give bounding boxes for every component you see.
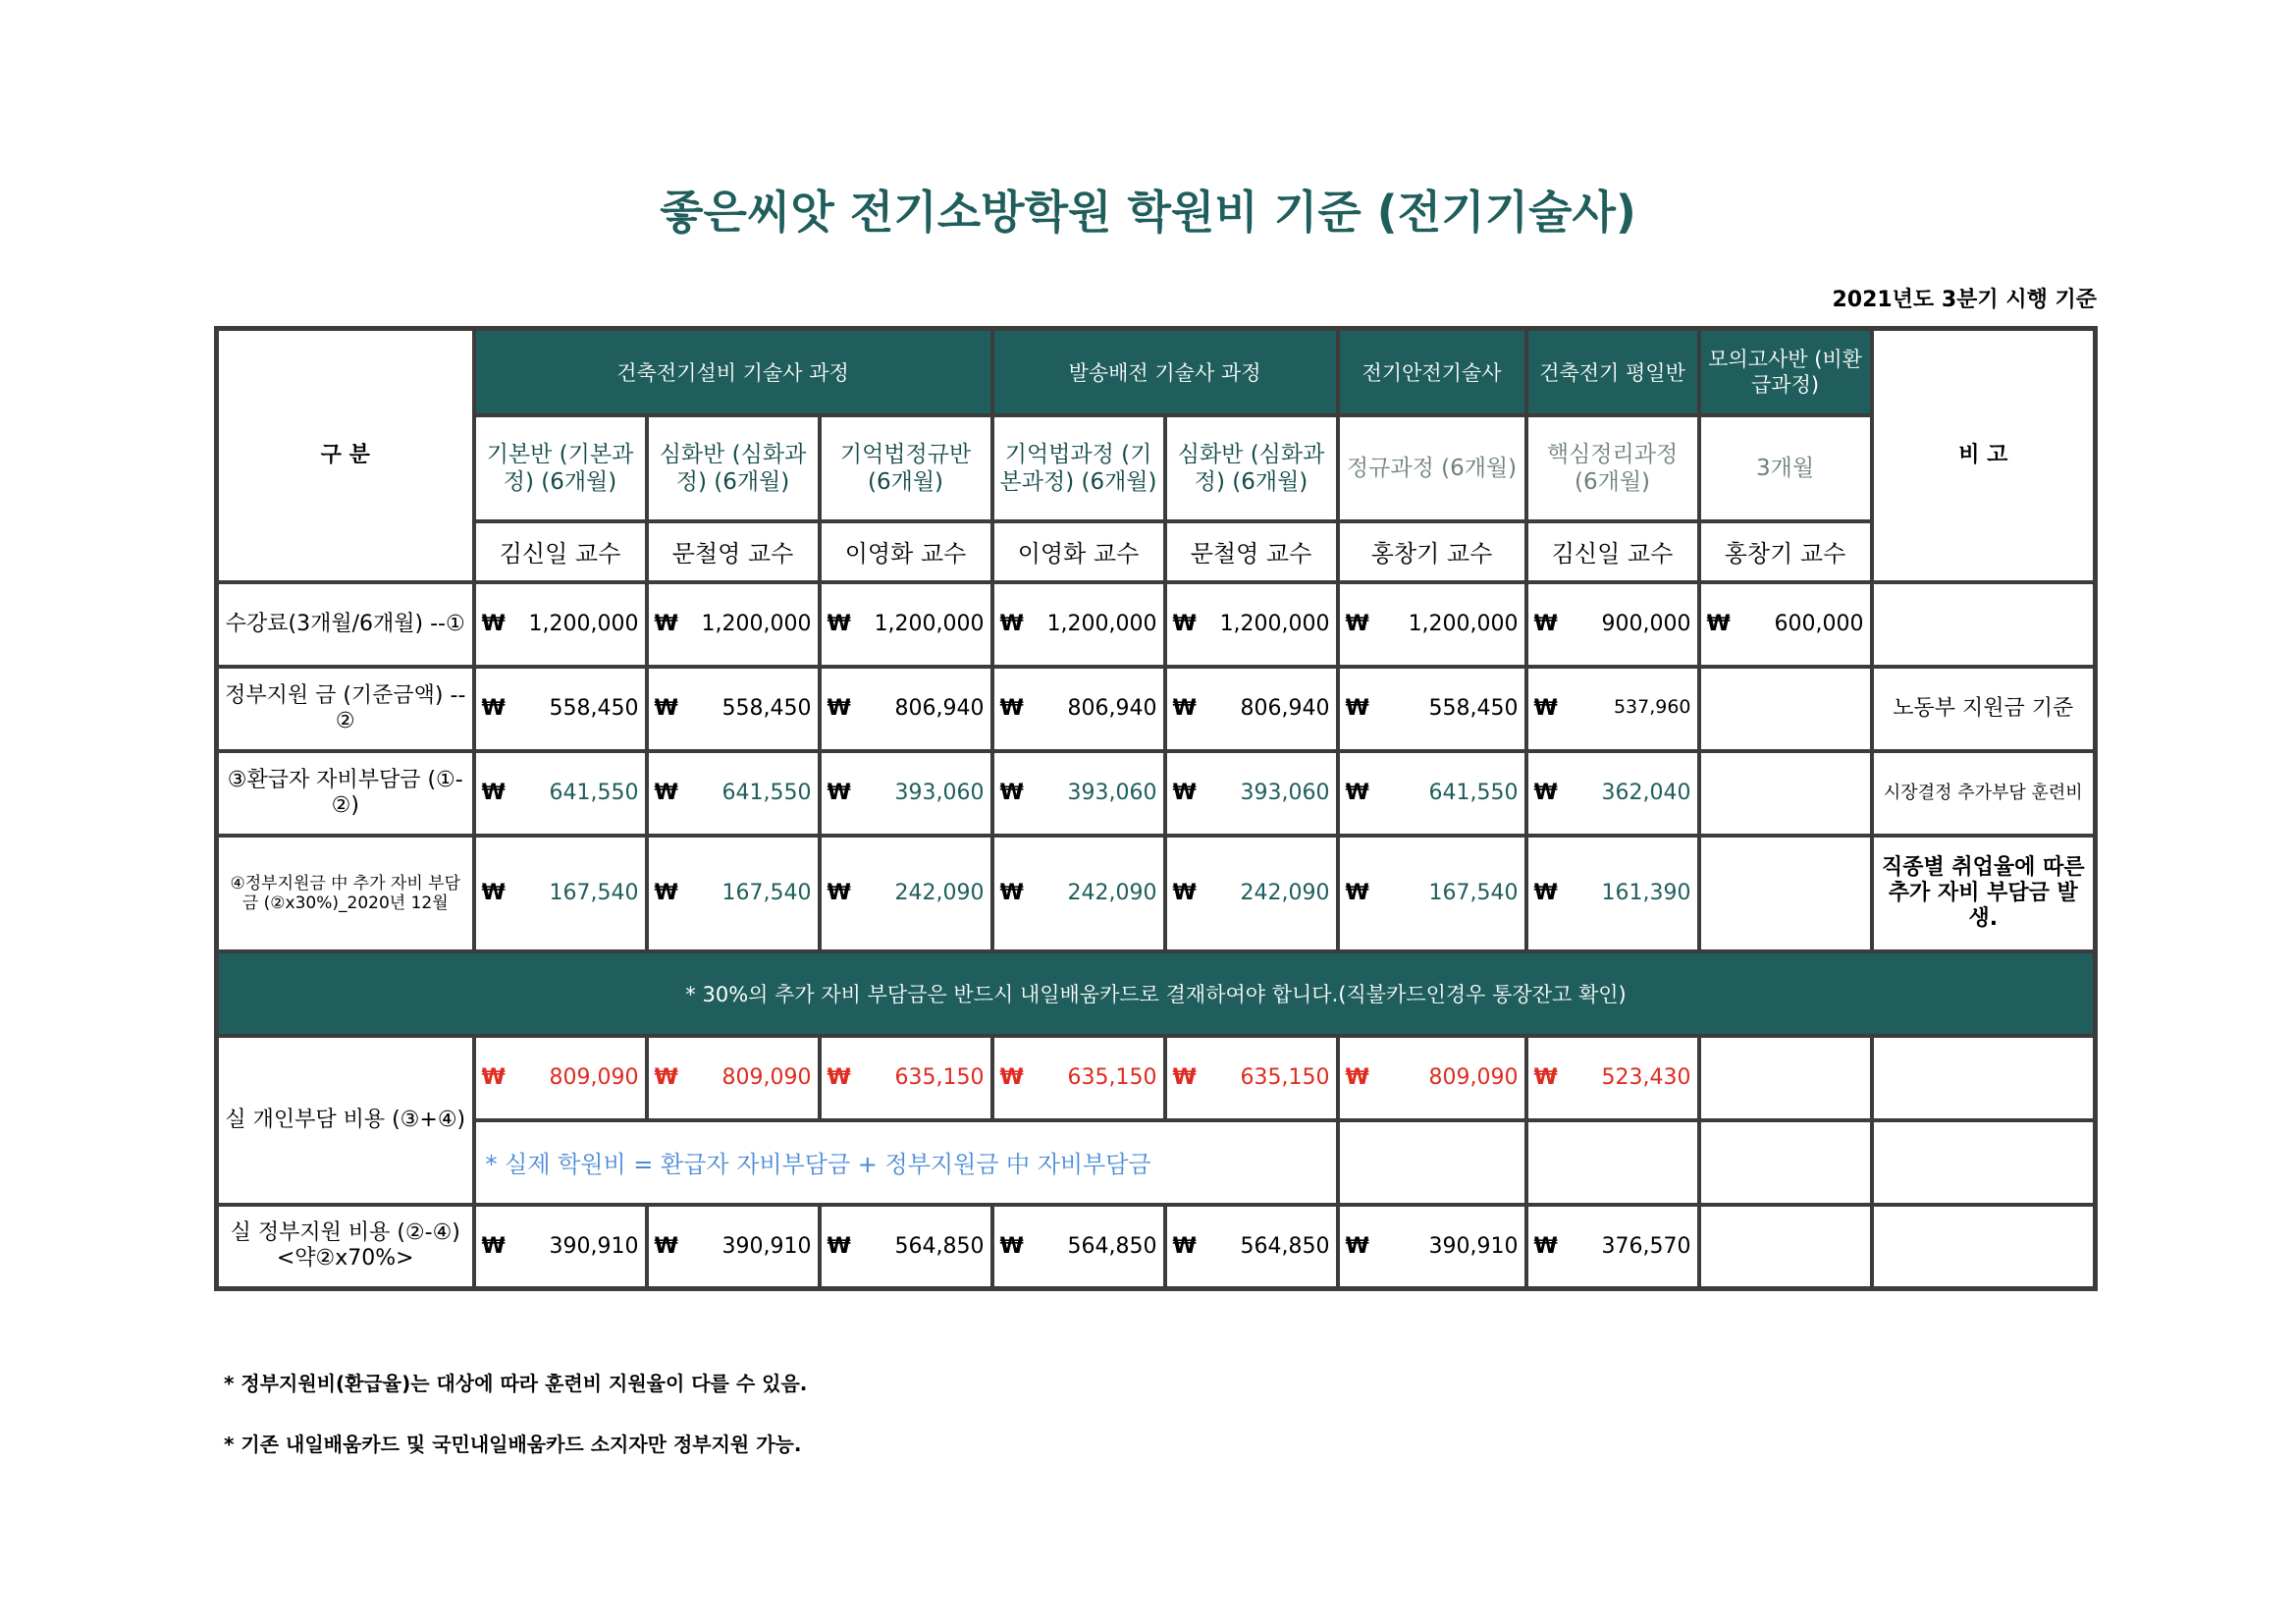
won-symbol: ₩ bbox=[999, 781, 1024, 805]
money-cell: ₩ 806,940 bbox=[992, 667, 1165, 751]
won-symbol: ₩ bbox=[827, 781, 851, 805]
money-cell: ₩ 167,540 bbox=[474, 836, 647, 951]
won-symbol: ₩ bbox=[481, 881, 506, 905]
tuition-table bbox=[214, 326, 2098, 1291]
money-cell bbox=[1699, 751, 1872, 836]
row-label: 수강료(3개월/6개월) --① bbox=[217, 582, 474, 667]
money-cell: ₩ 806,940 bbox=[1165, 667, 1338, 751]
won-symbol: ₩ bbox=[654, 781, 678, 805]
money-cell: ₩ 641,550 bbox=[1338, 751, 1526, 836]
group-header-row bbox=[217, 329, 2096, 415]
money-cell: ₩ 900,000 bbox=[1526, 582, 1699, 667]
won-symbol: ₩ bbox=[654, 612, 678, 636]
won-symbol: ₩ bbox=[827, 696, 851, 721]
money-cell: ₩ 564,850 bbox=[820, 1205, 992, 1289]
won-symbol: ₩ bbox=[481, 781, 506, 805]
money-cell: ₩ 558,450 bbox=[474, 667, 647, 751]
won-symbol: ₩ bbox=[999, 1233, 1024, 1259]
money-cell bbox=[1699, 1036, 1872, 1120]
money-cell: ₩ 242,090 bbox=[1165, 836, 1338, 951]
professor-name: 김신일 교수 bbox=[1526, 521, 1699, 582]
money-cell: ₩ 161,390 bbox=[1526, 836, 1699, 951]
won-symbol: ₩ bbox=[1706, 612, 1731, 636]
money-cell: ₩ 393,060 bbox=[1165, 751, 1338, 836]
won-symbol: ₩ bbox=[1172, 696, 1197, 721]
money-cell: ₩ 537,960 bbox=[1526, 667, 1699, 751]
money-cell: ₩ 167,540 bbox=[647, 836, 820, 951]
money-cell: ₩ 393,060 bbox=[992, 751, 1165, 836]
money-cell: ₩ 242,090 bbox=[992, 836, 1165, 951]
row-tuition bbox=[217, 582, 2096, 667]
row-gov-support bbox=[217, 667, 2096, 751]
won-symbol: ₩ bbox=[481, 1065, 506, 1090]
won-symbol: ₩ bbox=[481, 1233, 506, 1259]
money-cell: ₩ 558,450 bbox=[1338, 667, 1526, 751]
won-symbol: ₩ bbox=[481, 696, 506, 721]
course-name: 기억법정규반 (6개월) bbox=[820, 415, 992, 521]
won-symbol: ₩ bbox=[827, 612, 851, 636]
won-symbol: ₩ bbox=[1345, 881, 1369, 905]
remark-cell bbox=[1872, 1205, 2096, 1289]
footnote-1: * 정부지원비(환급율)는 대상에 따라 훈련비 지원율이 다를 수 있음. bbox=[224, 1372, 808, 1395]
money-cell: ₩ 523,430 bbox=[1526, 1036, 1699, 1120]
won-symbol: ₩ bbox=[654, 1065, 678, 1090]
group-power-transmission: 발송배전 기술사 과정 bbox=[992, 329, 1338, 415]
course-name: 기억법과정 (기본과정) (6개월) bbox=[992, 415, 1165, 521]
won-symbol: ₩ bbox=[1172, 612, 1197, 636]
professor-row bbox=[217, 521, 2096, 582]
group-mock-exam: 모의고사반 (비환급과정) bbox=[1699, 329, 1872, 415]
money-cell: ₩ 242,090 bbox=[820, 836, 992, 951]
professor-name: 홍창기 교수 bbox=[1338, 521, 1526, 582]
won-symbol: ₩ bbox=[1345, 612, 1369, 636]
group-electrical-safety: 전기안전기술사 bbox=[1338, 329, 1526, 415]
won-symbol: ₩ bbox=[1172, 1065, 1197, 1090]
money-cell: ₩ 564,850 bbox=[1165, 1205, 1338, 1289]
empty-cell bbox=[1872, 1120, 2096, 1205]
money-cell bbox=[1699, 1205, 1872, 1289]
group-weekday-class: 건축전기 평일반 bbox=[1526, 329, 1699, 415]
money-cell: ₩ 1,200,000 bbox=[820, 582, 992, 667]
empty-cell bbox=[1526, 1120, 1699, 1205]
row-label: 실 개인부담 비용 (③+④) bbox=[217, 1036, 474, 1205]
remarks-header: 비 고 bbox=[1872, 329, 2096, 582]
professor-name: 이영화 교수 bbox=[992, 521, 1165, 582]
money-cell: ₩ 393,060 bbox=[820, 751, 992, 836]
money-cell: ₩ 376,570 bbox=[1526, 1205, 1699, 1289]
formula-note: * 실제 학원비 = 환급자 자비부담금 + 정부지원금 中 자비부담금 bbox=[474, 1120, 1338, 1205]
row-label: ④정부지원금 中 추가 자비 부담금 (②x30%)_2020년 12월 bbox=[217, 836, 474, 951]
course-name: 심화반 (심화과정) (6개월) bbox=[1165, 415, 1338, 521]
course-name: 심화반 (심화과정) (6개월) bbox=[647, 415, 820, 521]
money-cell: ₩ 362,040 bbox=[1526, 751, 1699, 836]
money-cell: ₩ 1,200,000 bbox=[474, 582, 647, 667]
won-symbol: ₩ bbox=[1345, 696, 1369, 721]
row-label: 실 정부지원 비용 (②-④) <약②x70%> bbox=[217, 1205, 474, 1289]
won-symbol: ₩ bbox=[1345, 1065, 1369, 1090]
won-symbol: ₩ bbox=[999, 881, 1024, 905]
won-symbol: ₩ bbox=[1533, 781, 1558, 805]
row-label: ③환급자 자비부담금 (①-②) bbox=[217, 751, 474, 836]
won-symbol: ₩ bbox=[654, 1233, 678, 1259]
remark-cell: 노동부 지원금 기준 bbox=[1872, 667, 2096, 751]
money-cell: ₩ 558,450 bbox=[647, 667, 820, 751]
money-cell: ₩ 1,200,000 bbox=[1338, 582, 1526, 667]
money-cell: ₩ 1,200,000 bbox=[992, 582, 1165, 667]
money-cell bbox=[1699, 667, 1872, 751]
money-cell: ₩ 809,090 bbox=[647, 1036, 820, 1120]
money-cell: ₩ 809,090 bbox=[474, 1036, 647, 1120]
won-symbol: ₩ bbox=[827, 881, 851, 905]
course-row bbox=[217, 415, 2096, 521]
money-cell: ₩ 1,200,000 bbox=[1165, 582, 1338, 667]
money-cell: ₩ 564,850 bbox=[992, 1205, 1165, 1289]
money-cell: ₩ 390,910 bbox=[647, 1205, 820, 1289]
money-cell: ₩ 806,940 bbox=[820, 667, 992, 751]
won-symbol: ₩ bbox=[827, 1233, 851, 1259]
money-cell: ₩ 809,090 bbox=[1338, 1036, 1526, 1120]
professor-name: 김신일 교수 bbox=[474, 521, 647, 582]
professor-name: 홍창기 교수 bbox=[1699, 521, 1872, 582]
row-self-pay bbox=[217, 751, 2096, 836]
money-cell: ₩ 641,550 bbox=[647, 751, 820, 836]
money-cell: ₩ 167,540 bbox=[1338, 836, 1526, 951]
remark-cell bbox=[1872, 582, 2096, 667]
formula-row bbox=[217, 1120, 2096, 1205]
won-symbol: ₩ bbox=[481, 612, 506, 636]
remark-cell: 직종별 취업율에 따른 추가 자비 부담금 발생. bbox=[1872, 836, 2096, 951]
row-label: 정부지원 금 (기준금액) --② bbox=[217, 667, 474, 751]
money-cell: ₩ 635,150 bbox=[820, 1036, 992, 1120]
won-symbol: ₩ bbox=[999, 612, 1024, 636]
course-name: 기본반 (기본과정) (6개월) bbox=[474, 415, 647, 521]
professor-name: 문철영 교수 bbox=[647, 521, 820, 582]
category-header: 구 분 bbox=[217, 329, 474, 582]
won-symbol: ₩ bbox=[999, 1065, 1024, 1090]
won-symbol: ₩ bbox=[1533, 1233, 1558, 1259]
money-cell bbox=[1699, 836, 1872, 951]
effective-basis: 2021년도 3분기 시행 기준 bbox=[1832, 288, 2097, 312]
won-symbol: ₩ bbox=[1172, 1233, 1197, 1259]
money-cell: ₩ 600,000 bbox=[1699, 582, 1872, 667]
page-title: 좋은씨앗 전기소방학원 학원비 기준 (전기기술사) bbox=[660, 186, 1636, 239]
money-cell: ₩ 390,910 bbox=[1338, 1205, 1526, 1289]
money-cell: ₩ 1,200,000 bbox=[647, 582, 820, 667]
money-cell: ₩ 635,150 bbox=[1165, 1036, 1338, 1120]
row-extra-pay bbox=[217, 836, 2096, 951]
won-symbol: ₩ bbox=[1533, 1065, 1558, 1090]
won-symbol: ₩ bbox=[654, 696, 678, 721]
course-name: 정규과정 (6개월) bbox=[1338, 415, 1526, 521]
empty-cell bbox=[1699, 1120, 1872, 1205]
professor-name: 이영화 교수 bbox=[820, 521, 992, 582]
won-symbol: ₩ bbox=[1345, 781, 1369, 805]
remark-cell: 시장결정 추가부담 훈련비 bbox=[1872, 751, 2096, 836]
money-cell: ₩ 635,150 bbox=[992, 1036, 1165, 1120]
course-name: 3개월 bbox=[1699, 415, 1872, 521]
money-cell: ₩ 390,910 bbox=[474, 1205, 647, 1289]
won-symbol: ₩ bbox=[1533, 612, 1558, 636]
group-building-electric: 건축전기설비 기술사 과정 bbox=[474, 329, 992, 415]
won-symbol: ₩ bbox=[654, 881, 678, 905]
row-actual-gov bbox=[217, 1205, 2096, 1289]
remark-cell bbox=[1872, 1036, 2096, 1120]
professor-name: 문철영 교수 bbox=[1165, 521, 1338, 582]
money-cell: ₩ 641,550 bbox=[474, 751, 647, 836]
notice-row bbox=[217, 951, 2096, 1036]
notice-text: * 30%의 추가 자비 부담금은 반드시 내일배움카드로 결재하여야 합니다.(직불카드인경우 통장잔고 확인) bbox=[217, 951, 2096, 1036]
won-symbol: ₩ bbox=[1533, 881, 1558, 905]
footnote-2: * 기존 내일배움카드 및 국민내일배움카드 소지자만 정부지원 가능. bbox=[224, 1433, 802, 1456]
won-symbol: ₩ bbox=[1172, 881, 1197, 905]
won-symbol: ₩ bbox=[1345, 1233, 1369, 1259]
won-symbol: ₩ bbox=[1172, 781, 1197, 805]
won-symbol: ₩ bbox=[1533, 696, 1558, 721]
won-symbol: ₩ bbox=[999, 696, 1024, 721]
course-name: 핵심정리과정 (6개월) bbox=[1526, 415, 1699, 521]
empty-cell bbox=[1338, 1120, 1526, 1205]
won-symbol: ₩ bbox=[827, 1065, 851, 1090]
row-actual-personal bbox=[217, 1036, 2096, 1120]
